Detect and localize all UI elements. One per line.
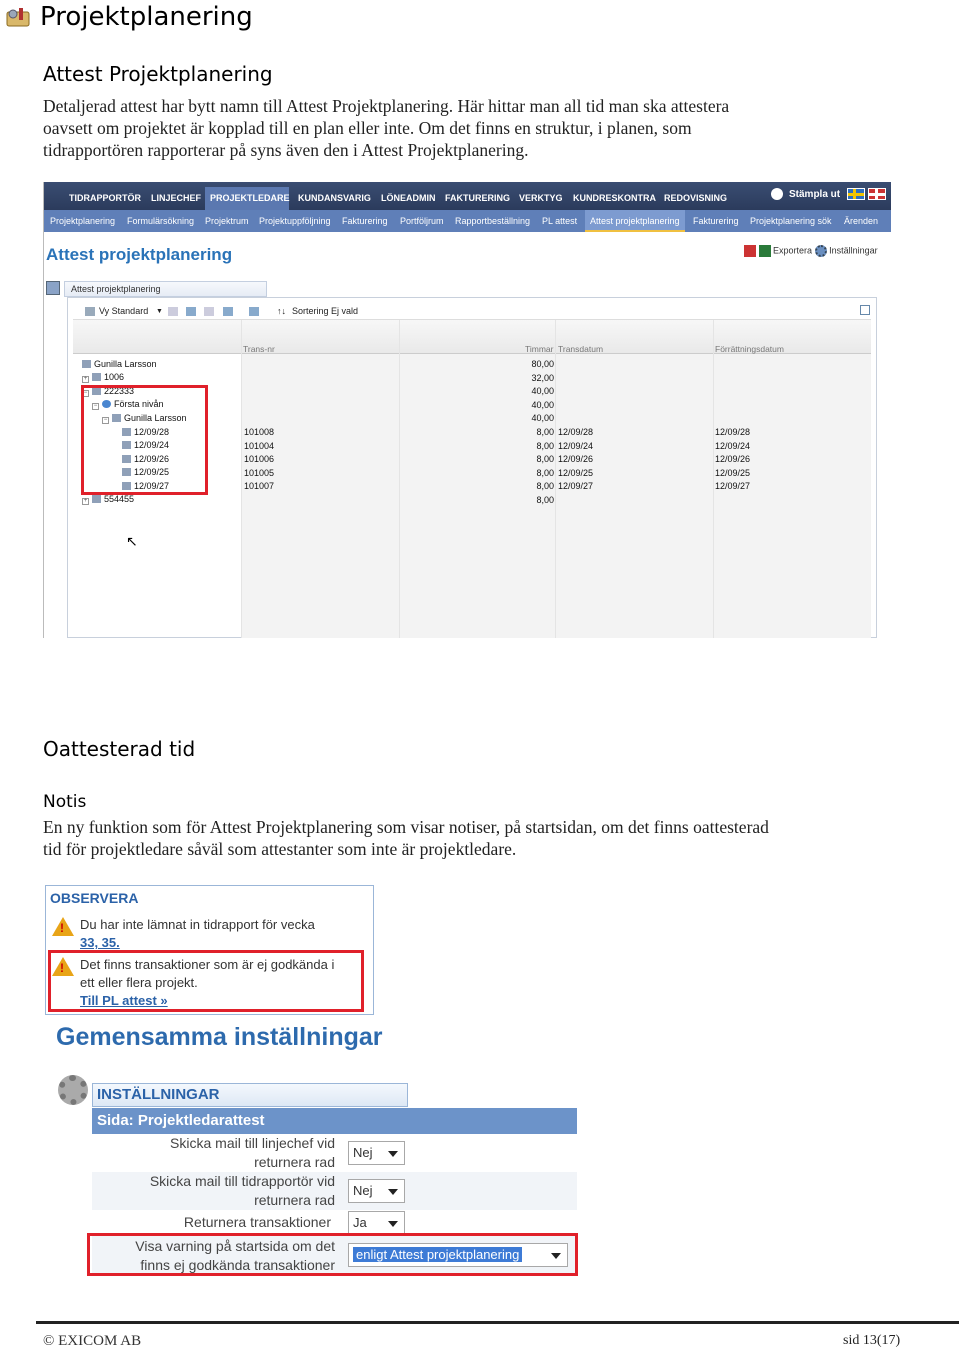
- grid-cell-forr: 12/09/24: [715, 440, 751, 451]
- highlight-box: [48, 950, 364, 1012]
- settings-header: INSTÄLLNINGAR: [92, 1083, 408, 1107]
- add-icon[interactable]: [186, 307, 196, 316]
- grid-cell-trans: 101006: [244, 454, 275, 465]
- screen-heading: Attest projektplanering: [46, 245, 233, 264]
- grid-cell-trans: 101005: [244, 467, 275, 478]
- grid-cell-forr: 12/09/25: [715, 467, 751, 478]
- panel-icon: [46, 281, 60, 295]
- tree-node-date[interactable]: 12/09/28: [122, 427, 169, 437]
- col-forrattningsdatum[interactable]: Förrättningsdatum: [715, 344, 784, 354]
- setting-label: Visa varning på startsida om det finns ej godkända transaktioner: [135, 1238, 335, 1273]
- remove-icon[interactable]: [204, 307, 214, 316]
- tree-node-date[interactable]: 12/09/24: [122, 440, 169, 450]
- nav-tidrapportor[interactable]: TIDRAPPORTÖR: [69, 193, 141, 203]
- attest-screenshot: [43, 182, 890, 638]
- sort-dropdown[interactable]: Sortering Ej vald: [292, 306, 359, 316]
- subnav-item[interactable]: Fakturering: [342, 216, 388, 226]
- tree-node-date[interactable]: 12/09/25: [122, 467, 169, 477]
- grid-cell-timmar: 8,00: [536, 481, 554, 492]
- tools-icon: [5, 6, 33, 28]
- setting-select[interactable]: Nej: [348, 1179, 405, 1203]
- grid-cell-transdatum: 12/09/27: [558, 481, 594, 492]
- subnav-item[interactable]: Projektuppföljning: [259, 216, 331, 226]
- footer-page-number: sid 13(17): [843, 1333, 901, 1348]
- setting-label: Returnera transaktioner: [183, 1214, 331, 1230]
- save-icon[interactable]: [168, 307, 178, 316]
- uk-flag-icon[interactable]: [868, 188, 886, 200]
- common-settings-title: Gemensamma inställningar: [56, 1023, 383, 1051]
- view-icon: [85, 307, 95, 316]
- grid-cell-trans: 101008: [244, 427, 275, 437]
- subnav-item[interactable]: Rapportbeställning: [455, 216, 531, 226]
- grid-cell-timmar: 8,00: [536, 467, 554, 478]
- footer-divider: [36, 1321, 959, 1324]
- setting-select[interactable]: Nej: [348, 1141, 405, 1165]
- warning-text: Det finns transaktioner som är ej godkända i ett eller flera projekt. Till PL attest »: [80, 957, 335, 1008]
- setting-select-warning[interactable]: enligt Attest projektplanering: [348, 1243, 568, 1267]
- main-nav: [44, 182, 891, 210]
- tree-node-project[interactable]: + 554455: [83, 494, 135, 504]
- pl-attest-link[interactable]: Till PL attest »: [80, 993, 168, 1008]
- grid-cell-timmar: 40,00: [531, 399, 554, 410]
- nav-linjechef[interactable]: LINJECHEF: [151, 193, 202, 203]
- warning-text: Du har inte lämnat in tidrapport för vecka 33, 35.: [80, 917, 315, 950]
- col-transdatum[interactable]: Transdatum: [558, 344, 604, 354]
- subnav-item[interactable]: Formulärsökning: [127, 216, 195, 226]
- grid-cell-timmar: 40,00: [531, 413, 554, 424]
- subnav-item[interactable]: Ärenden: [844, 216, 879, 226]
- subnav-item[interactable]: PL attest: [542, 216, 578, 226]
- nav-redovisning[interactable]: REDOVISNING: [664, 193, 728, 203]
- tree-node-project[interactable]: − 222333: [83, 386, 135, 396]
- project-icon: [92, 373, 101, 381]
- maximize-icon[interactable]: [860, 305, 870, 315]
- subnav-item-active[interactable]: Attest projektplanering: [590, 216, 680, 226]
- nav-kundansvarig[interactable]: KUNDANSVARIG: [298, 193, 371, 203]
- subheading-notis: Notis: [43, 792, 87, 812]
- subnav-item[interactable]: Fakturering: [693, 216, 739, 226]
- grid-cell-timmar: 8,00: [536, 454, 554, 465]
- tree-node-level[interactable]: − Första nivån: [93, 399, 164, 409]
- grid-cell-transdatum: 12/09/25: [558, 467, 594, 478]
- gear-icon: [58, 1075, 88, 1105]
- grid-body: [241, 354, 871, 638]
- project-icon: [92, 495, 101, 503]
- subnav-item[interactable]: Portföljrum: [400, 216, 444, 226]
- gear-icon[interactable]: [815, 245, 827, 257]
- swedish-flag-icon[interactable]: [847, 188, 865, 200]
- observera-title: OBSERVERA: [50, 890, 139, 906]
- settings-button[interactable]: Inställningar: [829, 245, 878, 256]
- highlight-box: [87, 1233, 578, 1276]
- page-section-header: Sida: Projektledarattest: [92, 1108, 577, 1134]
- tree-node-user[interactable]: Gunilla Larsson: [82, 359, 157, 369]
- expand-icon[interactable]: [223, 307, 233, 316]
- grid-cell-timmar: 32,00: [531, 372, 554, 383]
- tree-node-user[interactable]: − Gunilla Larsson: [103, 413, 187, 423]
- paragraph-line: Detaljerad attest har bytt namn till Attest Projektplanering. Här hittar man all tid man ska attestera: [43, 96, 730, 116]
- subnav-item[interactable]: Projektplanering: [50, 216, 116, 226]
- export-button[interactable]: Exportera: [773, 245, 813, 256]
- nav-fakturering[interactable]: FAKTURERING: [445, 193, 510, 203]
- grid-cell-forr: 12/09/26: [715, 454, 751, 465]
- page-title: Projektplanering: [40, 2, 253, 32]
- paragraph-line: tid för projektledare såväl som attestanter som inte är projektledare.: [43, 839, 517, 859]
- nav-loneadmin[interactable]: LÖNEADMIN: [381, 193, 436, 203]
- paragraph-line: tidrapportören rapporterar på syns även den i Attest Projektplanering.: [43, 140, 529, 160]
- grid-cell-trans: 101007: [244, 481, 275, 492]
- cursor-icon: ↖: [126, 534, 138, 550]
- excel-icon[interactable]: [759, 245, 771, 257]
- grid-cell-transdatum: 12/09/28: [558, 427, 594, 437]
- grid-cell-forr: 12/09/28: [715, 427, 751, 437]
- tree-node-date[interactable]: 12/09/27: [122, 481, 169, 491]
- nav-kundreskontra[interactable]: KUNDRESKONTRA: [573, 193, 656, 203]
- grid-cell-trans: 101004: [244, 440, 275, 451]
- pause-icon[interactable]: [771, 188, 783, 200]
- sub-nav: [44, 210, 891, 232]
- nav-verktyg[interactable]: VERKTYG: [519, 193, 563, 203]
- grid-cell-timmar: 80,00: [531, 359, 554, 369]
- stampla-ut-button[interactable]: Stämpla ut: [789, 189, 841, 200]
- section2-paragraph: [43, 816, 873, 860]
- panel-tab[interactable]: Attest projektplanering: [64, 281, 267, 297]
- column-divider: [241, 320, 242, 638]
- grid-cell-timmar: 8,00: [536, 495, 554, 505]
- paragraph-line: En ny funktion som för Attest Projektplanering som visar notiser, på startsidan, om det finns oattesterad: [43, 817, 769, 837]
- nav-projektledare[interactable]: PROJEKTLEDARE: [210, 193, 290, 203]
- setting-label: Skicka mail till linjechef vid returnera rad: [170, 1135, 335, 1170]
- export-toolbar: [744, 245, 878, 257]
- view-dropdown[interactable]: Vy Standard: [99, 306, 149, 316]
- subnav-item[interactable]: Projektplanering sök: [750, 216, 832, 226]
- grid-cell-transdatum: 12/09/26: [558, 454, 594, 465]
- col-trans-nr[interactable]: Trans-nr: [243, 344, 275, 354]
- pdf-icon[interactable]: [744, 245, 756, 257]
- column-divider: [713, 320, 714, 638]
- grid-toolbar: [73, 302, 871, 320]
- tree-node-project[interactable]: + 1006: [83, 372, 125, 382]
- grid-cell-forr: 12/09/27: [715, 481, 751, 492]
- setting-label: Skicka mail till tidrapportör vid returnera rad: [149, 1173, 335, 1208]
- paragraph-line: oavsett om projektet är kopplad till en plan eller inte. Om det finns en struktur, i planen, som: [43, 118, 692, 138]
- setting-select[interactable]: Ja: [348, 1211, 405, 1235]
- section1-paragraph: [43, 95, 873, 161]
- grid-cell-timmar: 8,00: [536, 440, 554, 451]
- collapse-icon[interactable]: [249, 307, 259, 316]
- highlight-box: [81, 385, 208, 495]
- chevron-down-icon[interactable]: ▼: [156, 308, 163, 315]
- grid-cell-transdatum: 12/09/24: [558, 440, 594, 451]
- section-heading-attest: Attest Projektplanering: [43, 62, 273, 86]
- sort-icon[interactable]: ↑↓: [277, 306, 286, 316]
- section-heading-oattesterad: Oattesterad tid: [43, 737, 196, 761]
- column-divider: [555, 320, 556, 638]
- week-link[interactable]: 33, 35.: [80, 935, 120, 950]
- user-icon: [82, 360, 91, 368]
- tree-node-date[interactable]: 12/09/26: [122, 454, 169, 464]
- col-timmar[interactable]: Timmar: [525, 344, 554, 354]
- grid-header: [73, 320, 871, 354]
- grid-cell-timmar: 8,00: [536, 427, 554, 437]
- subnav-item[interactable]: Projektrum: [205, 216, 249, 226]
- column-divider: [399, 320, 400, 638]
- grid-cell-timmar: 40,00: [531, 386, 554, 397]
- footer-copyright: © EXICOM AB: [43, 1333, 142, 1349]
